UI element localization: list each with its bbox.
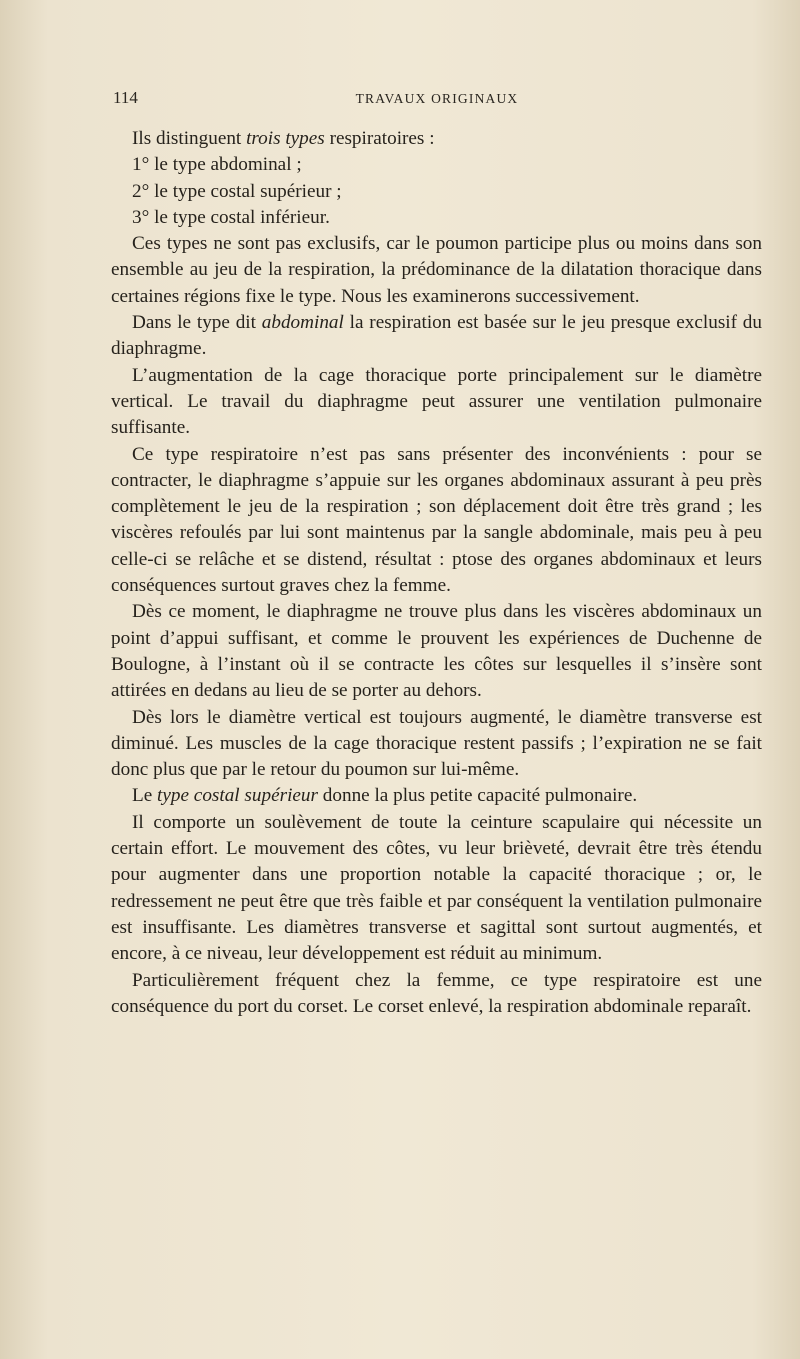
paragraph: Dès lors le diamètre vertical est toujours augmenté, le diamètre transverse est diminué. Les muscles de la cage thoracique restent passifs ; l’expiration ne se fait donc plus que par le retour du poumon sur lui-même. — [111, 706, 762, 781]
paragraph: Il comporte un soulèvement de toute la ceinture scapulaire qui nécessite un certain effort. Le mouvement des côtes, vu leur brièveté, devrait être très étendu pour augmenter dans une proportion notable la capacité thoracique ; or, le redressement ne peut être que très faible et par conséquent la ventilation pulmonaire est insuffisante. Les diamètres transverse et sagittal sont surtout augmentés, et encore, à ce niveau, leur développement est réduit au minimum. — [111, 811, 762, 965]
body-text — [111, 126, 762, 1020]
text-run: Le — [132, 785, 158, 807]
paragraph — [111, 310, 762, 363]
italic-term: type costal supérieur — [157, 785, 318, 807]
list-item: 2° le type costal supérieur ; — [132, 180, 342, 202]
italic-term: abdominal — [261, 312, 344, 334]
text-run: Dans le type dit — [132, 312, 262, 334]
text-run: donne la plus petite capacité pulmonaire. — [317, 785, 638, 807]
page-number: 114 — [113, 88, 138, 107]
italic-term: trois types — [246, 128, 325, 149]
paragraph: L’augmentation de la cage thoracique porte principalement sur le diamètre vertical. Le travail du diaphragme peut assurer une ventilation pulmonaire suffisante. — [111, 364, 762, 439]
paragraph: Particulièrement fréquent chez la femme, ce type respiratoire est une conséquence du port du corset. Le corset enlevé, la respiration abdominale reparaît. — [111, 969, 762, 1017]
paragraph: Ces types ne sont pas exclusifs, car le poumon participe plus ou moins dans son ensemble au jeu de la respiration, la prédominance de la dilatation thoracique dans certaines régions fixe le type. Nous les examinerons successivement. — [111, 233, 762, 307]
paragraph — [111, 783, 762, 809]
text-run: Ils distinguent — [132, 128, 247, 149]
text-run: la respiration est basée sur le jeu presque exclusif du diaphragme. — [111, 312, 762, 360]
list-item: 1° le type abdominal ; — [132, 154, 302, 176]
page-header — [113, 88, 761, 112]
running-head: TRAVAUX ORIGINAUX — [355, 91, 519, 106]
paragraph: Dès ce moment, le diaphragme ne trouve plus dans les viscères abdominaux un point d’appui suffisant, et comme le prouvent les expériences de Duchenne de Boulogne, à l’instant où il se contracte les côtes sur lesquelles il s’insère sont attirées en dedans au lieu de se porter au dehors. — [111, 601, 762, 702]
paragraph-intro — [111, 126, 762, 152]
text-run: respiratoires : — [324, 128, 435, 149]
paragraph: Ce type respiratoire n’est pas sans présenter des inconvénients : pour se contracter, le diaphragme s’appuie sur les organes abdominaux assurant à peu près complètement le jeu de la respiration ; son déplacement doit être très grand ; les viscères refoulés par lui sont maintenus par la sangle abdominale, mais peu à peu celle-ci se relâche et se distend, résultat : ptose des organes abdominaux et leurs conséquences surtout graves chez la femme. — [111, 443, 762, 597]
list-item: 3° le type costal inférieur. — [132, 206, 330, 228]
